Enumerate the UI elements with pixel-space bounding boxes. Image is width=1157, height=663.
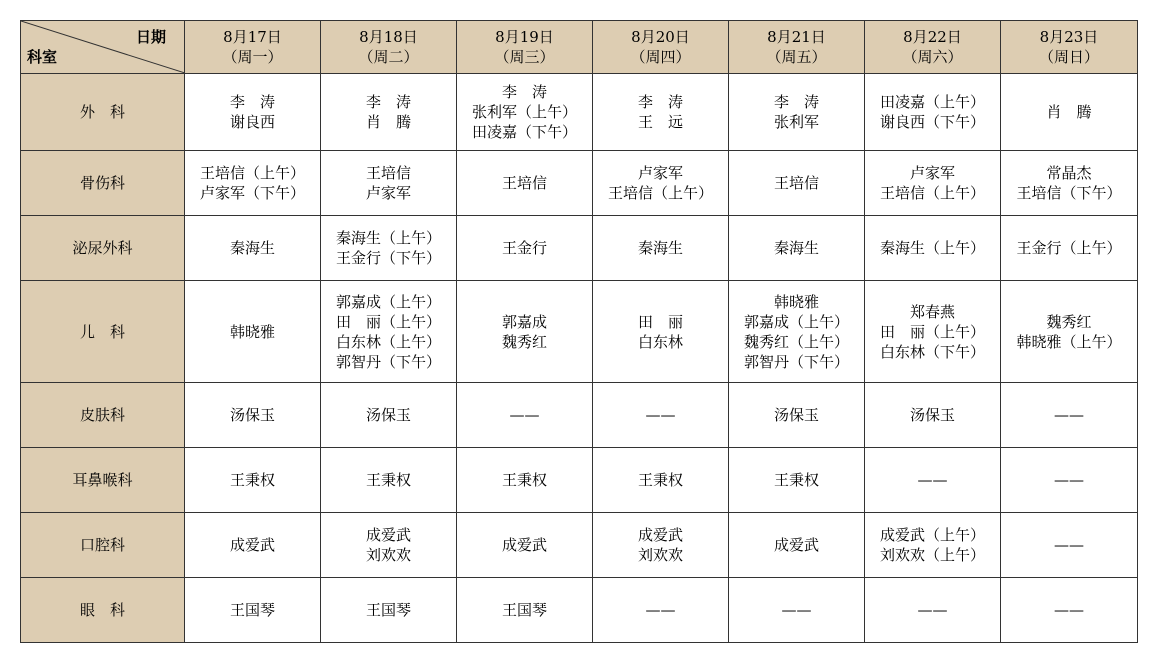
table-row: [21, 281, 1138, 383]
duty-cell: [457, 513, 593, 578]
doctor-name: 成爱武（上午）: [879, 526, 985, 544]
doctor-name: 田 丽（上午）: [879, 322, 985, 341]
day-date: 8月17日: [223, 28, 282, 46]
doctor-name: 郭嘉成: [501, 312, 547, 331]
doctor-name: 王金行（上午）: [1016, 239, 1122, 257]
department-cell: 骨伤科: [21, 151, 185, 216]
doctor-name: 常晶杰: [1046, 164, 1092, 182]
duty-cell: [1001, 513, 1138, 578]
doctor-name: 王秉权: [365, 471, 411, 489]
day-date: 8月21日: [767, 28, 826, 46]
doctor-name: 秦海生: [773, 239, 819, 257]
duty-cell: [593, 448, 729, 513]
duty-cell: [1001, 74, 1138, 151]
doctor-name: 王秉权: [637, 471, 683, 489]
doctor-name: 汤保玉: [909, 406, 955, 424]
duty-cell: [321, 216, 457, 281]
duty-cell: [593, 281, 729, 383]
duty-cell: [729, 216, 865, 281]
doctor-name: 田 丽（上午）: [335, 312, 441, 331]
day-weekday: （周日）: [1038, 48, 1099, 66]
doctor-name: 王国琴: [365, 601, 411, 619]
doctor-name: 刘欢欢（上午）: [879, 546, 985, 564]
duty-cell: [593, 151, 729, 216]
duty-cell: [457, 281, 593, 383]
doctor-name: 王秉权: [501, 471, 547, 489]
doctor-name: 成爱武: [773, 536, 819, 554]
doctor-name: 郑春燕: [909, 302, 955, 321]
duty-cell: [729, 578, 865, 643]
duty-cell: [321, 578, 457, 643]
doctor-name: 王金行（下午）: [335, 249, 441, 267]
department-cell: 儿 科: [21, 281, 185, 383]
doctor-name: 成爱武: [365, 526, 411, 544]
department-cell: 皮肤科: [21, 383, 185, 448]
header-row: [21, 21, 1138, 74]
day-weekday: （周二）: [358, 48, 419, 66]
duty-cell: [1001, 448, 1138, 513]
day-header-cell: [729, 21, 865, 74]
duty-cell: [321, 151, 457, 216]
doctor-name: 韩晓雅: [229, 322, 275, 341]
duty-cell: [729, 281, 865, 383]
doctor-name: 卢家军（下午）: [199, 184, 305, 202]
doctor-name: 卢家军: [637, 164, 683, 182]
doctor-name: 刘欢欢: [365, 546, 411, 564]
corner-dept-label: 科室: [27, 48, 58, 66]
doctor-name: 田凌嘉（下午）: [471, 123, 577, 141]
doctor-name: 李 涛: [229, 93, 275, 111]
corner-date-label: 日期: [135, 28, 166, 46]
department-cell: 口腔科: [21, 513, 185, 578]
doctor-name: ——: [917, 471, 948, 489]
duty-cell: [593, 216, 729, 281]
duty-cell: [729, 513, 865, 578]
doctor-name: 王培信: [365, 164, 411, 182]
table-row: [21, 383, 1138, 448]
doctor-name: ——: [917, 601, 948, 619]
department-cell: 眼 科: [21, 578, 185, 643]
day-header-cell: [865, 21, 1001, 74]
doctor-name: 王培信（上午）: [879, 184, 985, 202]
day-weekday: （周四）: [630, 48, 691, 66]
duty-cell: [185, 216, 321, 281]
doctor-name: 刘欢欢: [637, 546, 683, 564]
doctor-name: 田凌嘉（上午）: [879, 93, 985, 111]
day-date: 8月23日: [1039, 28, 1099, 46]
duty-cell: [593, 513, 729, 578]
doctor-name: 肖 腾: [1046, 103, 1092, 121]
doctor-name: ——: [645, 406, 676, 424]
doctor-name: 汤保玉: [229, 406, 275, 424]
day-header-cell: [1001, 21, 1138, 74]
doctor-name: ——: [1054, 471, 1084, 489]
day-header-cell: [457, 21, 593, 74]
duty-cell: [321, 383, 457, 448]
duty-cell: [593, 578, 729, 643]
day-header-cell: [185, 21, 321, 74]
doctor-name: 卢家军: [909, 164, 955, 182]
day-date: 8月22日: [903, 28, 962, 46]
duty-cell: [185, 151, 321, 216]
duty-cell: [321, 281, 457, 383]
doctor-name: 郭嘉成（上午）: [335, 292, 441, 311]
doctor-name: 王培信（下午）: [1016, 184, 1122, 202]
duty-cell: [729, 383, 865, 448]
day-header-cell: [321, 21, 457, 74]
day-weekday: （周六）: [902, 48, 963, 66]
doctor-name: 王国琴: [501, 601, 547, 619]
duty-cell: [865, 281, 1001, 383]
day-date: 8月19日: [495, 28, 554, 46]
department-cell: 耳鼻喉科: [21, 448, 185, 513]
day-header-cell: [593, 21, 729, 74]
table-row: [21, 448, 1138, 513]
doctor-name: 秦海生（上午）: [879, 239, 985, 257]
doctor-name: ——: [1054, 601, 1084, 619]
duty-cell: [1001, 216, 1138, 281]
duty-cell: [185, 383, 321, 448]
doctor-name: 郭嘉成（上午）: [743, 312, 849, 331]
doctor-name: 王培信（上午）: [607, 184, 713, 202]
duty-cell: [457, 216, 593, 281]
doctor-name: 张利军（上午）: [471, 103, 577, 121]
duty-cell: [865, 383, 1001, 448]
duty-cell: [729, 74, 865, 151]
doctor-name: ——: [781, 601, 812, 619]
doctor-name: ——: [509, 406, 540, 424]
doctor-name: 谢良西（下午）: [879, 113, 985, 131]
duty-cell: [1001, 151, 1138, 216]
table-row: [21, 578, 1138, 643]
doctor-name: 秦海生: [229, 239, 275, 257]
table-row: [21, 151, 1138, 216]
doctor-name: 魏秀红: [1046, 312, 1092, 331]
doctor-name: 李 涛: [501, 83, 547, 101]
duty-cell: [457, 578, 593, 643]
duty-cell: [457, 383, 593, 448]
doctor-name: 白东林（下午）: [879, 342, 985, 361]
duty-cell: [185, 448, 321, 513]
day-date: 8月18日: [359, 28, 418, 46]
duty-cell: [1001, 578, 1138, 643]
duty-cell: [865, 216, 1001, 281]
day-weekday: （周三）: [494, 48, 555, 66]
doctor-name: 王 远: [637, 113, 683, 131]
doctor-name: 汤保玉: [773, 406, 819, 424]
doctor-name: 王培信: [501, 174, 547, 192]
schedule-body: [21, 74, 1138, 643]
doctor-name: 成爱武: [501, 536, 547, 554]
doctor-name: 成爱武: [637, 526, 683, 544]
duty-cell: [1001, 281, 1138, 383]
doctor-name: 郭智丹（下午）: [743, 352, 849, 371]
department-cell: 泌尿外科: [21, 216, 185, 281]
doctor-name: 张利军: [773, 113, 819, 131]
duty-schedule-table: [20, 20, 1138, 643]
department-cell: 外 科: [21, 74, 185, 151]
doctor-name: 王培信: [773, 174, 819, 192]
doctor-name: 白东林（上午）: [335, 332, 441, 351]
corner-header-cell: [21, 21, 185, 74]
doctor-name: ——: [1054, 536, 1084, 554]
duty-cell: [321, 448, 457, 513]
doctor-name: ——: [1054, 406, 1084, 424]
duty-cell: [321, 513, 457, 578]
duty-cell: [865, 448, 1001, 513]
doctor-name: 王培信（上午）: [199, 164, 305, 182]
doctor-name: 李 涛: [365, 93, 411, 111]
duty-cell: [321, 74, 457, 151]
duty-cell: [865, 151, 1001, 216]
duty-cell: [865, 74, 1001, 151]
duty-cell: [593, 74, 729, 151]
duty-cell: [457, 448, 593, 513]
doctor-name: 王秉权: [229, 471, 275, 489]
doctor-name: 田 丽: [637, 312, 683, 331]
doctor-name: 谢良西: [229, 113, 275, 131]
doctor-name: 肖 腾: [365, 113, 411, 131]
doctor-name: 汤保玉: [365, 406, 411, 424]
duty-cell: [457, 151, 593, 216]
duty-cell: [185, 74, 321, 151]
duty-cell: [1001, 383, 1138, 448]
doctor-name: 王金行: [501, 239, 547, 257]
doctor-name: 成爱武: [229, 536, 275, 554]
doctor-name: 郭智丹（下午）: [335, 352, 441, 371]
doctor-name: 魏秀红（上午）: [743, 332, 849, 351]
day-weekday: （周五）: [766, 48, 827, 66]
doctor-name: 王国琴: [229, 601, 275, 619]
doctor-name: 秦海生（上午）: [335, 229, 441, 247]
duty-cell: [729, 151, 865, 216]
doctor-name: 王秉权: [773, 471, 819, 489]
doctor-name: 韩晓雅（上午）: [1016, 332, 1122, 351]
day-date: 8月20日: [631, 28, 690, 46]
doctor-name: 魏秀红: [501, 332, 547, 351]
doctor-name: 白东林: [637, 332, 683, 351]
table-row: [21, 216, 1138, 281]
doctor-name: 秦海生: [637, 239, 683, 257]
duty-cell: [185, 578, 321, 643]
duty-cell: [865, 513, 1001, 578]
doctor-name: 韩晓雅: [773, 292, 819, 311]
day-weekday: （周一）: [222, 48, 283, 66]
duty-cell: [185, 513, 321, 578]
duty-cell: [865, 578, 1001, 643]
duty-cell: [457, 74, 593, 151]
doctor-name: ——: [645, 601, 676, 619]
doctor-name: 李 涛: [637, 93, 683, 111]
doctor-name: 李 涛: [773, 93, 819, 111]
duty-cell: [593, 383, 729, 448]
table-row: [21, 513, 1138, 578]
duty-cell: [729, 448, 865, 513]
doctor-name: 卢家军: [365, 184, 411, 202]
duty-cell: [185, 281, 321, 383]
table-row: [21, 74, 1138, 151]
